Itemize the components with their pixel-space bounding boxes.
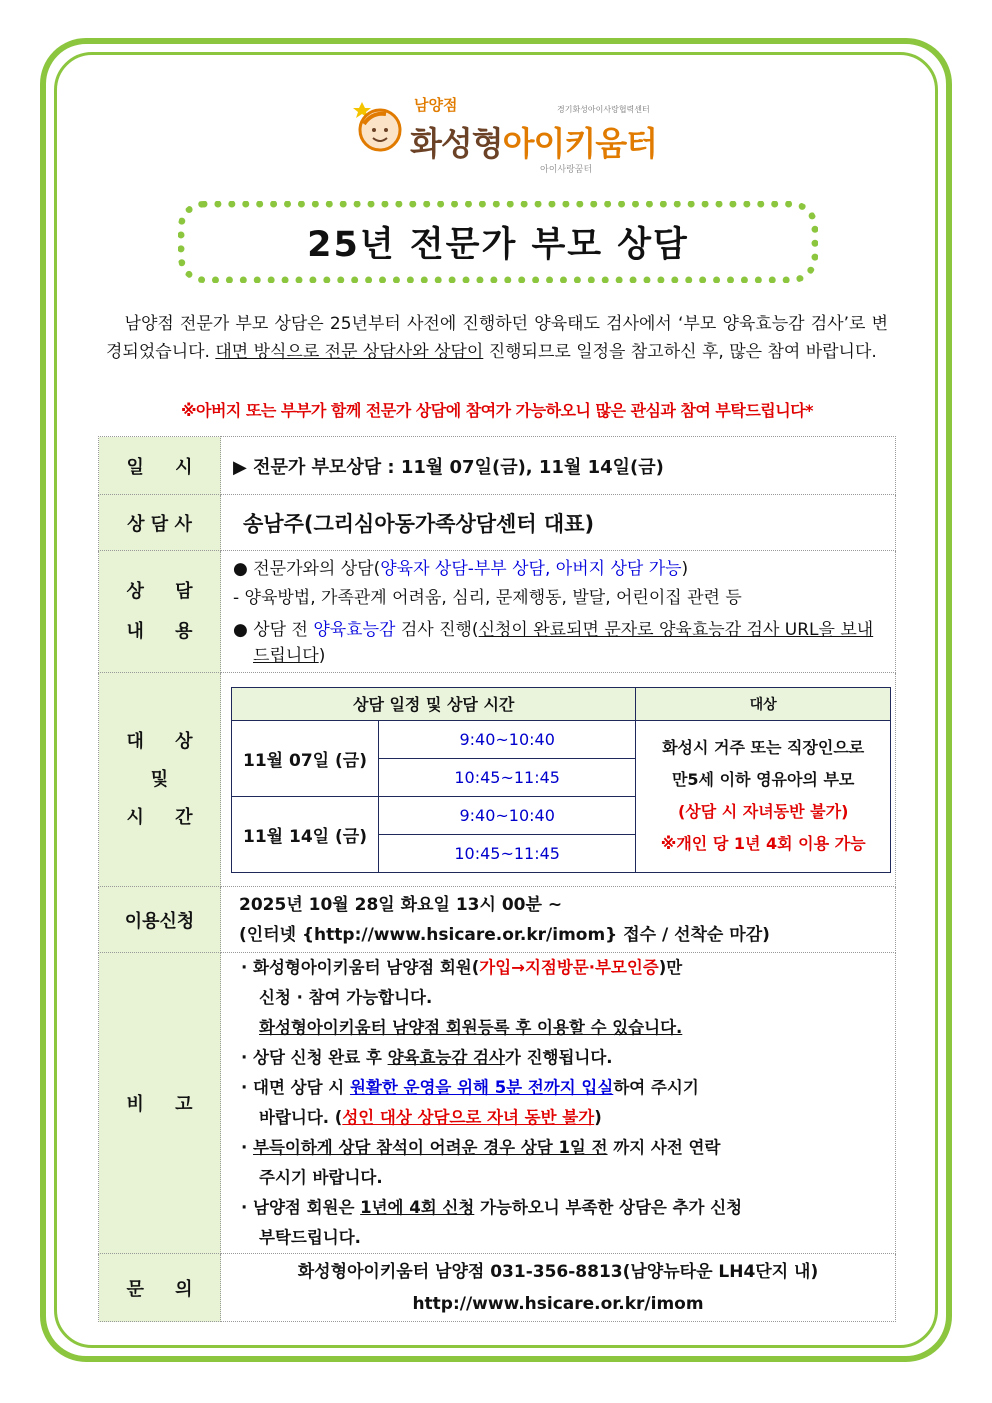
label-target	[99, 673, 221, 887]
remark-2-b: 양육효능감 검사	[387, 1048, 505, 1067]
value-inquiry	[221, 1254, 896, 1322]
remark-5	[241, 1193, 895, 1223]
remark-4-a: ·	[241, 1138, 254, 1157]
logo-title-part1: 화성형	[410, 124, 503, 163]
inquiry-url-link[interactable]: http://www.hsicare.or.kr/imom	[412, 1293, 704, 1314]
value-date: ▶ 전문가 부모상담 : 11월 07일(금), 11월 14일(금)	[221, 437, 896, 495]
page-title: 25년 전문가 부모 상담	[307, 225, 689, 265]
logo-title	[410, 118, 657, 165]
remark-3-c: 하여 주시기	[613, 1078, 699, 1097]
remark-4-c: 까지 사전 연락	[607, 1138, 721, 1157]
content-item-2: - 양육방법, 가족관계 어려움, 심리, 문제행동, 발달, 어린이집 관련 등	[233, 587, 742, 608]
label-date: 일 시	[99, 437, 221, 495]
content-item-3-c: 검사 진행(	[395, 619, 479, 640]
remark-4	[241, 1133, 895, 1163]
table-row-remarks	[99, 953, 896, 1254]
label-content-2: 내 용	[126, 620, 193, 642]
label-content	[99, 551, 221, 673]
intro-text-b: 대면 방식으로 전문 상담사와 상담이	[215, 342, 484, 362]
remark-3-f: )	[594, 1108, 602, 1127]
label-apply: 이용신청	[99, 887, 221, 953]
table-row-target	[99, 673, 896, 887]
label-content-1: 상 담	[126, 580, 193, 602]
content-item-3-b: 양육효능감	[313, 619, 396, 640]
schedule-table	[231, 687, 891, 873]
remark-1	[241, 953, 895, 983]
target-line-3: (상담 시 자녀동반 불가)	[677, 802, 849, 821]
remark-3-a: · 대면 상담 시	[241, 1078, 350, 1097]
slot-4: 10:45~11:45	[379, 834, 636, 872]
content-item-3-a: ● 상담 전	[233, 619, 314, 640]
value-counselor: 송남주(그리심아동가족상담센터 대표)	[221, 495, 896, 551]
table-row-inquiry	[99, 1254, 896, 1322]
remark-1-a: · 화성형아이키움터 남양점 회원(	[241, 958, 480, 977]
label-target-3: 시 간	[126, 806, 193, 828]
label-remarks: 비 고	[99, 953, 221, 1254]
logo	[352, 92, 658, 176]
intro-paragraph	[106, 310, 888, 366]
remark-2-a: · 상담 신청 완료 후	[241, 1048, 388, 1067]
notice-text: ※아버지 또는 부부가 함께 전문가 상담에 참여가 가능하오니 많은 관심과 참여 부탁드립니다*	[180, 401, 814, 420]
intro-text-c: 진행되므로 일정을 참고하신 후, 많은 참여 바랍니다.	[488, 342, 877, 362]
intro-text-a: 남양점 전문가 부모 상담은 25년부터 사전에 진행하던 양육태도 검사에서 ‘부모 양육효능감 검사’로 변경되었습니다.	[106, 314, 888, 362]
logo-branch: 남양점	[414, 96, 458, 114]
day2-cell: 11월 14일 (금)	[232, 796, 379, 872]
remark-3-line2	[241, 1103, 895, 1133]
table-row-counselor	[99, 495, 896, 551]
inquiry-line-1: 화성형아이키움터 남양점 031-356-8813(남양뉴타운 LH4단지 내)	[297, 1261, 819, 1282]
remark-1-e: 화성형아이키움터 남양점 회원등록 후 이용할 수 있습니다.	[259, 1018, 683, 1037]
remark-3-d: 바랍니다. (	[259, 1108, 343, 1127]
remark-3	[241, 1073, 895, 1103]
content-item-1	[233, 555, 887, 584]
content-item-3	[233, 617, 887, 669]
target-line-2: 만5세 이하 영유아의 부모	[671, 770, 855, 789]
apply-line-2: (인터넷 {http://www.hsicare.or.kr/imom} 접수 / 선착순 마감)	[239, 924, 770, 945]
remark-2-c: 가 진행됩니다.	[504, 1048, 613, 1067]
remark-1-c: )만	[658, 958, 683, 977]
remark-5-c: 가능하오니 부족한 상담은 추가 신청	[474, 1198, 743, 1217]
label-target-2: 및	[150, 768, 169, 790]
content-item-1-c: )	[681, 558, 689, 579]
info-table	[98, 436, 896, 1322]
target-line-4: ※개인 당 1년 4회 이용 가능	[660, 834, 866, 853]
smiley-face-icon	[352, 100, 404, 152]
target-cell	[636, 720, 891, 872]
remark-3-b: 원활한 운영을 위해 5분 전까지 입실	[349, 1078, 614, 1097]
remark-5-a: · 남양점 회원은	[241, 1198, 361, 1217]
apply-line-1: 2025년 10월 28일 화요일 13시 00분 ~	[239, 894, 563, 915]
content-item-1-b: 양육자 상담-부부 상담, 아버지 상담 가능	[380, 558, 682, 579]
content-item-1-a: ● 전문가와의 상담(	[233, 558, 381, 579]
remark-3-e: 성인 대상 상담으로 자녀 동반 불가	[342, 1108, 595, 1127]
remark-4-b: 부득이하게 상담 참석이 어려운 경우 상담 1일 전	[253, 1138, 608, 1157]
remark-4-d: 주시기 바랍니다.	[259, 1168, 383, 1187]
label-inquiry: 문 의	[99, 1254, 221, 1322]
value-remarks	[221, 953, 896, 1254]
table-row-content	[99, 551, 896, 673]
label-counselor: 상 담 사	[99, 495, 221, 551]
logo-subtitle: 아이사랑꿈터	[540, 165, 593, 175]
table-row-apply	[99, 887, 896, 953]
title-box	[178, 201, 818, 283]
table-row-date	[99, 437, 896, 495]
remark-1-b: 가입→지점방문·부모인증	[479, 958, 659, 977]
target-header: 대상	[636, 687, 891, 720]
slot-3: 9:40~10:40	[379, 796, 636, 834]
remark-5-d: 부탁드립니다.	[259, 1228, 361, 1247]
day1-cell: 11월 07일 (금)	[232, 720, 379, 796]
content-item-3-e: )	[318, 645, 326, 666]
remark-2	[241, 1043, 895, 1073]
logo-title-part2: 아이키움터	[502, 124, 658, 163]
target-line-1: 화성시 거주 또는 직장인으로	[662, 738, 865, 757]
value-target	[221, 673, 896, 887]
label-target-1: 대 상	[126, 730, 193, 752]
value-apply	[221, 887, 896, 953]
logo-org: 경기화성아이사랑협력센터	[557, 105, 650, 114]
slot-2: 10:45~11:45	[379, 758, 636, 796]
content-item-3-d: 신청이 완료되면 문자로 양육효능감 검사 URL을 보내드립니다	[253, 619, 874, 666]
value-content	[221, 551, 896, 673]
slot-1: 9:40~10:40	[379, 720, 636, 758]
schedule-header: 상담 일정 및 상담 시간	[232, 687, 636, 720]
remark-1-d: 신청 · 참여 가능합니다.	[259, 988, 433, 1007]
remark-5-b: 1년에 4회 신청	[360, 1198, 475, 1217]
